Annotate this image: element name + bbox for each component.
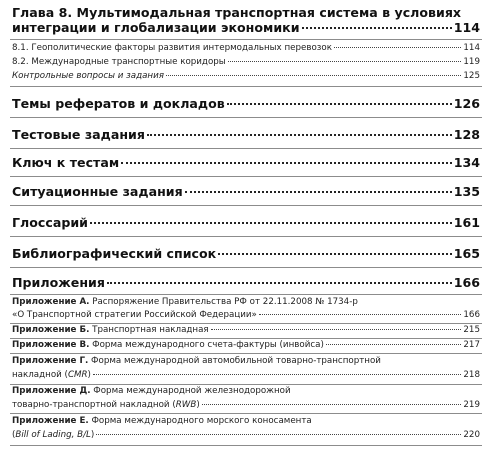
toc-section-page: 161: [453, 215, 480, 230]
toc-section-label: Ситуационные задания: [12, 184, 183, 199]
leader-dots: [211, 329, 462, 330]
appendix-d-text2b: ): [196, 400, 200, 410]
divider: [10, 39, 482, 40]
appendix-b[interactable]: [12, 325, 480, 335]
toc-sub-label: Контрольные вопросы и задания: [12, 71, 164, 81]
divider: [10, 323, 482, 324]
toc-section-label: Темы рефератов и докладов: [12, 96, 225, 111]
appendix-g-text2a: накладной (: [12, 370, 68, 380]
toc-section-label: Глоссарий: [12, 215, 88, 230]
divider: [10, 86, 482, 87]
leader-dots: [96, 434, 461, 435]
leader-dots: [121, 162, 452, 164]
appendix-v-page: 217: [463, 340, 480, 350]
appendix-a-page: 166: [463, 310, 480, 320]
leader-dots: [228, 61, 462, 62]
divider: [10, 413, 482, 414]
appendix-d-text1: Форма международной железнодорожной: [90, 386, 291, 396]
toc-sub-8-1[interactable]: [12, 43, 480, 53]
appendix-d-line2[interactable]: [12, 400, 480, 410]
toc-sub-page: 125: [463, 71, 480, 81]
divider: [10, 267, 482, 268]
divider: [10, 353, 482, 354]
toc-section-page: 135: [453, 184, 480, 199]
appendix-e-text2a: (: [12, 430, 16, 440]
leader-dots: [166, 75, 461, 76]
toc-sub-8-2[interactable]: [12, 57, 480, 67]
appendix-v-text: Форма международного счета-фактуры (инвойса): [89, 340, 324, 350]
toc-section-bibliography[interactable]: [12, 246, 480, 261]
divider: [10, 205, 482, 206]
leader-dots: [259, 314, 462, 315]
appendix-e-line2[interactable]: [12, 430, 480, 440]
appendix-e-text2i: Bill of Lading, B/L: [15, 430, 91, 440]
appendix-a-text1: Распоряжение Правительства РФ от 22.11.2008 № 1734-р: [89, 297, 358, 307]
toc-section-label: Библиографический список: [12, 246, 217, 261]
appendix-v[interactable]: [12, 340, 480, 350]
appendix-a-line1[interactable]: [12, 297, 358, 307]
toc-section-tests[interactable]: [12, 127, 480, 142]
appendix-g-line2[interactable]: [12, 370, 480, 380]
appendix-g-text2i: CMR: [67, 370, 88, 380]
appendix-b-text: Транспортная накладная: [89, 325, 209, 335]
appendix-e-prefix: Приложение Е.: [12, 416, 89, 426]
toc-section-page: 165: [453, 246, 480, 261]
leader-dots: [107, 282, 452, 284]
appendix-e-page: 220: [463, 430, 480, 440]
toc-section-essays[interactable]: [12, 96, 480, 111]
leader-dots: [202, 404, 462, 405]
appendix-d-line1[interactable]: [12, 386, 291, 396]
appendix-d-page: 219: [463, 400, 480, 410]
appendix-a-line2[interactable]: [12, 310, 480, 320]
chapter-8-title-line1: Глава 8. Мультимодальная транспортная система в условиях: [12, 5, 462, 20]
appendix-a-prefix: Приложение А.: [12, 297, 90, 307]
toc-sub-page: 119: [463, 57, 480, 67]
toc-section-label: Тестовые задания: [12, 127, 145, 142]
toc-section-appendices[interactable]: [12, 275, 480, 290]
toc-sub-label: 8.2. Международные транспортные коридоры: [12, 57, 226, 67]
toc-section-page: 134: [453, 155, 480, 170]
divider: [10, 294, 482, 295]
appendix-g-text2b: ): [87, 370, 91, 380]
chapter-8-entry[interactable]: [12, 20, 480, 35]
toc-section-label: Приложения: [12, 275, 105, 290]
toc-section-page: 128: [453, 127, 480, 142]
appendix-g-text1: Форма международной автомобильной товарно-транспортной: [88, 356, 381, 366]
toc-sub-questions[interactable]: [12, 71, 480, 81]
leader-dots: [302, 27, 452, 29]
divider: [10, 236, 482, 237]
leader-dots: [147, 134, 452, 136]
divider: [10, 176, 482, 177]
leader-dots: [185, 191, 452, 193]
toc-section-answer-key[interactable]: [12, 155, 480, 170]
leader-dots: [326, 344, 462, 345]
toc-sub-label: 8.1. Геополитические факторы развития интермодальных перевозок: [12, 43, 332, 53]
appendix-e-text2b: ): [90, 430, 95, 440]
appendix-g-page: 218: [463, 370, 480, 380]
divider: [10, 384, 482, 385]
divider: [10, 338, 482, 339]
appendix-v-prefix: Приложение В.: [12, 340, 90, 350]
divider: [10, 148, 482, 149]
toc-sub-page: 114: [463, 43, 480, 53]
appendix-a-text2: «О Транспортной стратегии Российской Федерации»: [12, 310, 257, 320]
appendix-b-prefix: Приложение Б.: [12, 325, 90, 335]
toc-section-glossary[interactable]: [12, 215, 480, 230]
leader-dots: [334, 47, 461, 48]
appendix-g-prefix: Приложение Г.: [12, 356, 89, 366]
appendix-d-text2i: RWB: [175, 400, 197, 410]
leader-dots: [218, 253, 451, 255]
appendix-d-prefix: Приложение Д.: [12, 386, 91, 396]
leader-dots: [227, 103, 452, 105]
chapter-8-title-line2: интеграции и глобализации экономики: [12, 20, 300, 35]
leader-dots: [93, 374, 461, 375]
toc-section-page: 166: [453, 275, 480, 290]
divider: [10, 445, 482, 446]
appendix-d-text2a: товарно-транспортной накладной (: [12, 400, 176, 410]
toc-section-cases[interactable]: [12, 184, 480, 199]
toc-section-label: Ключ к тестам: [12, 155, 120, 170]
appendix-e-line1[interactable]: [12, 416, 312, 426]
appendix-g-line1[interactable]: [12, 356, 381, 366]
divider: [10, 117, 482, 118]
appendix-e-text1: Форма международного морского коносамента: [88, 416, 312, 426]
appendix-b-page: 215: [463, 325, 480, 335]
toc-section-page: 126: [453, 96, 480, 111]
chapter-8-page: 114: [453, 20, 480, 35]
leader-dots: [90, 222, 452, 224]
